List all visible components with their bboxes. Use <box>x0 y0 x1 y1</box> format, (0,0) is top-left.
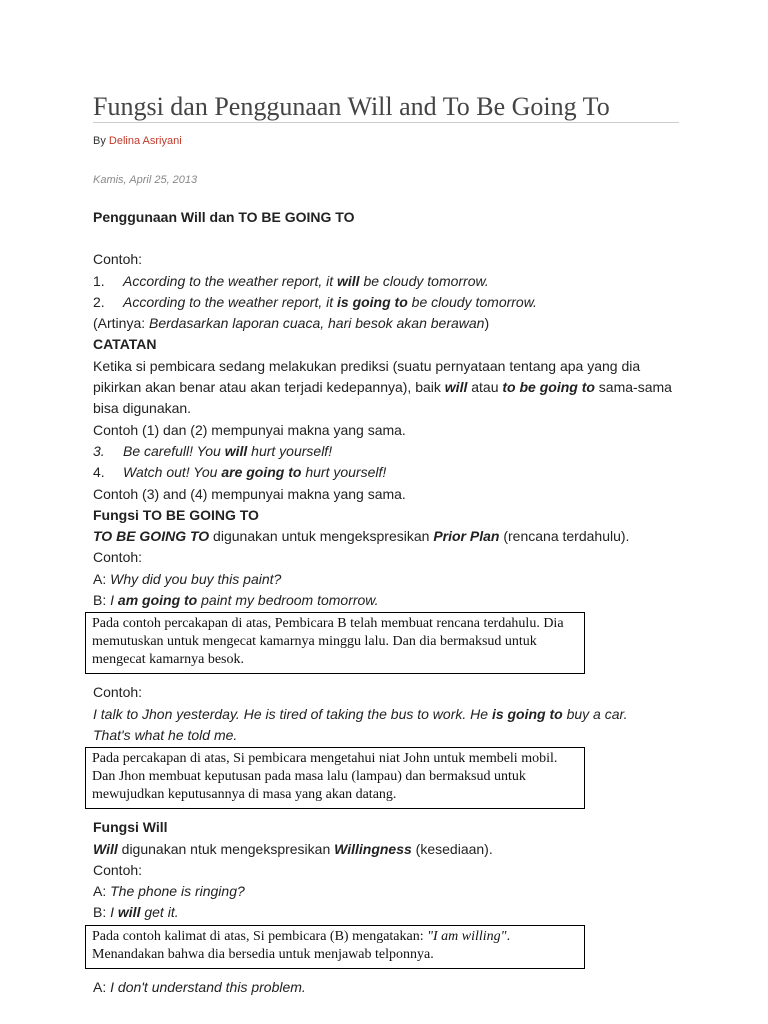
article-body <box>93 207 681 998</box>
example-3: 3. Be carefull! You will hurt yourself! <box>93 442 333 459</box>
contoh-label: Contoh: <box>93 684 143 701</box>
section-heading: Penggunaan Will dan TO BE GOING TO <box>93 209 355 225</box>
dialog-line: A: The phone is ringing? <box>93 883 245 900</box>
explanation-box: Pada percakapan di atas, Si pembicara mengetahui niat John untuk membeli mobil. Dan Jhon membuat keputusan pada masa lalu (lampau) dan bermaksud untuk mewujudkan keputusannya di masa yang akan datang. <box>85 747 585 809</box>
dialog-line: A: Why did you buy this paint? <box>93 570 282 587</box>
explanation-box: Pada contoh kalimat di atas, Si pembicara (B) mengatakan: "I am willing". Menandakan bahwa dia bersedia untuk menjawab telponnya. <box>85 925 585 969</box>
jhon-told: That's what he told me. <box>93 726 238 743</box>
fungsi-will-heading: Fungsi Will <box>93 819 168 836</box>
will-definition: Will digunakan ntuk mengekspresikan Willingness (kesediaan). <box>93 840 493 857</box>
dialog-line: A: I don't understand this problem. <box>93 978 306 995</box>
byline-prefix: By <box>93 135 106 147</box>
catatan-heading: CATATAN <box>93 336 157 353</box>
post-date: Kamis, April 25, 2013 <box>93 174 198 186</box>
author-link[interactable]: Delina Asriyani <box>108 135 182 147</box>
jhon-example: I talk to Jhon yesterday. He is tired of taking the bus to work. He is going to buy a car. <box>93 705 628 722</box>
title-divider <box>93 122 679 123</box>
artinya-line: (Artinya: Berdasarkan laporan cuaca, hari besok akan berawan) <box>93 315 490 332</box>
dialog-line: B: I am going to paint my bedroom tomorrow. <box>93 592 379 609</box>
byline <box>93 135 182 147</box>
catatan-text: Ketika si pembicara sedang melakukan prediksi (suatu pernyataan tentang apa yang dia pikirkan akan benar atau akan terjadi kedepannya), baik will atau to be going to sama-sama bisa digunakan. <box>93 357 672 417</box>
contoh-34-note: Contoh (3) and (4) mempunyai makna yang sama. <box>93 485 406 502</box>
example-2: 2. According to the weather report, it is going to be cloudy tomorrow. <box>93 293 537 310</box>
dialog-line: B: I will get it. <box>93 904 179 921</box>
example-1: 1. According to the weather report, it will be cloudy tomorrow. <box>93 272 489 289</box>
fungsi-going-heading: Fungsi TO BE GOING TO <box>93 506 259 523</box>
contoh-label: Contoh: <box>93 549 143 566</box>
page-title: Fungsi dan Penggunaan Will and To Be Going To <box>93 92 610 121</box>
example-4: 4. Watch out! You are going to hurt yourself! <box>93 464 387 481</box>
explanation-box: Pada contoh percakapan di atas, Pembicara B telah membuat rencana terdahulu. Dia memutuskan untuk mengecat kamarnya minggu lalu. Dan dia bermaksud untuk mengecat kamarnya besok. <box>85 612 585 674</box>
contoh-label: Contoh: <box>93 251 143 268</box>
contoh-12-note: Contoh (1) dan (2) mempunyai makna yang sama. <box>93 421 406 438</box>
going-definition: TO BE GOING TO digunakan untuk mengekspresikan Prior Plan (rencana terdahulu). <box>93 528 630 545</box>
contoh-label: Contoh: <box>93 861 143 878</box>
